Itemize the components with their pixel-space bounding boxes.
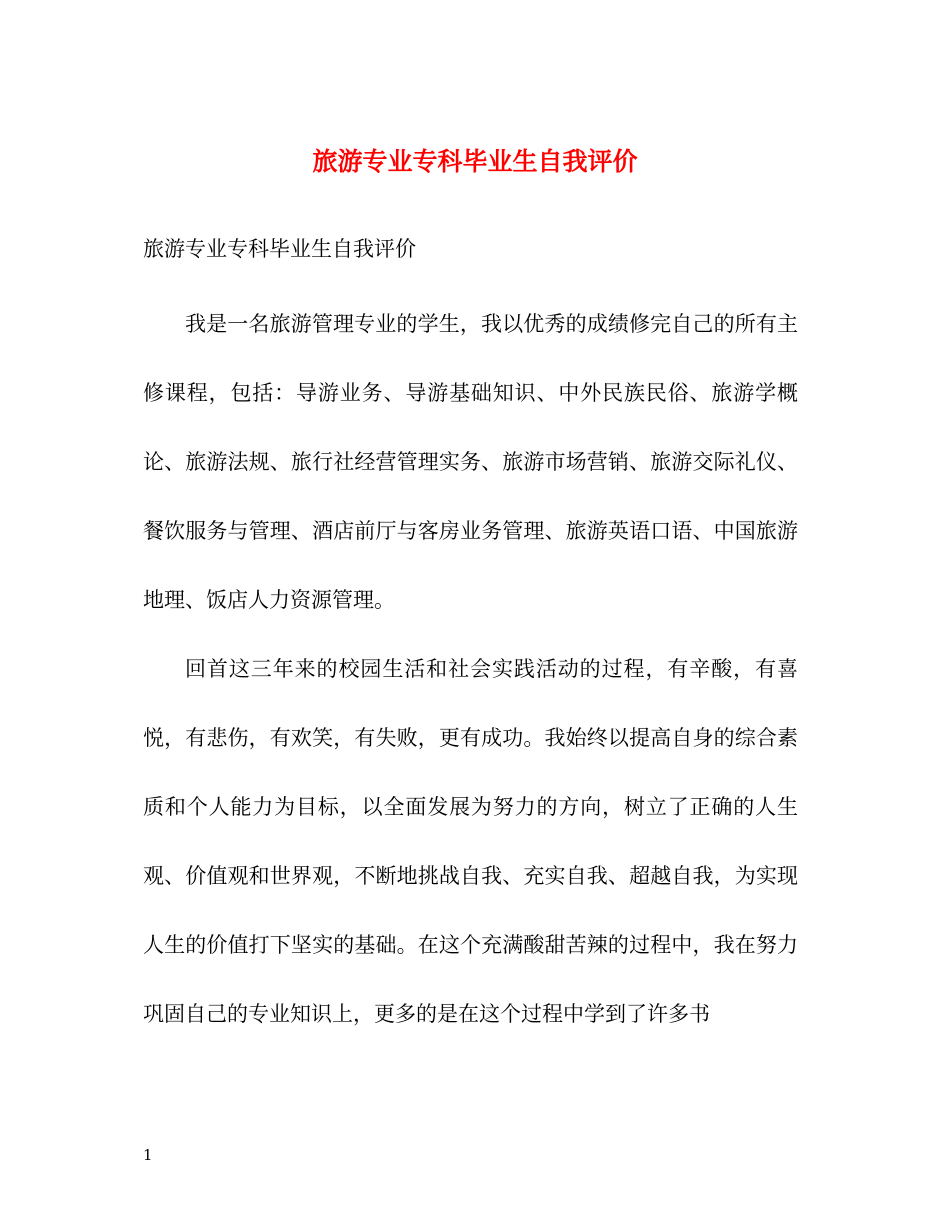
document-body (143, 228, 798, 1049)
document-subtitle: 旅游专业专科毕业生自我评价 (143, 237, 416, 261)
page-number: 1 (143, 1146, 153, 1164)
paragraph-2: 回首这三年来的校园生活和社会实践活动的过程，有辛酸，有喜悦，有悲伤，有欢笑，有失败，更有成功。我始终以提高自身的综合素质和个人能力为目标，以全面发展为努力的方向，树立了正确的人生观、价值观和世界观，不断地挑战自我、充实自我、超越自我，为实现人生的价值打下坚实的基础。在这个充满酸甜苦辣的过程中，我在努力巩固自己的专业知识上，更多的是在这个过程中学到了许多书 (143, 657, 798, 1026)
paragraph-1: 我是一名旅游管理专业的学生，我以优秀的成绩修完自己的所有主修课程，包括：导游业务、导游基础知识、中外民族民俗、旅游学概论、旅游法规、旅行社经营管理实务、旅游市场营销、旅游交际礼仪、餐饮服务与管理、酒店前厅与客房业务管理、旅游英语口语、中国旅游地理、饭店人力资源管理。 (143, 312, 798, 612)
document-title: 旅游专业专科毕业生自我评价 (312, 147, 638, 176)
